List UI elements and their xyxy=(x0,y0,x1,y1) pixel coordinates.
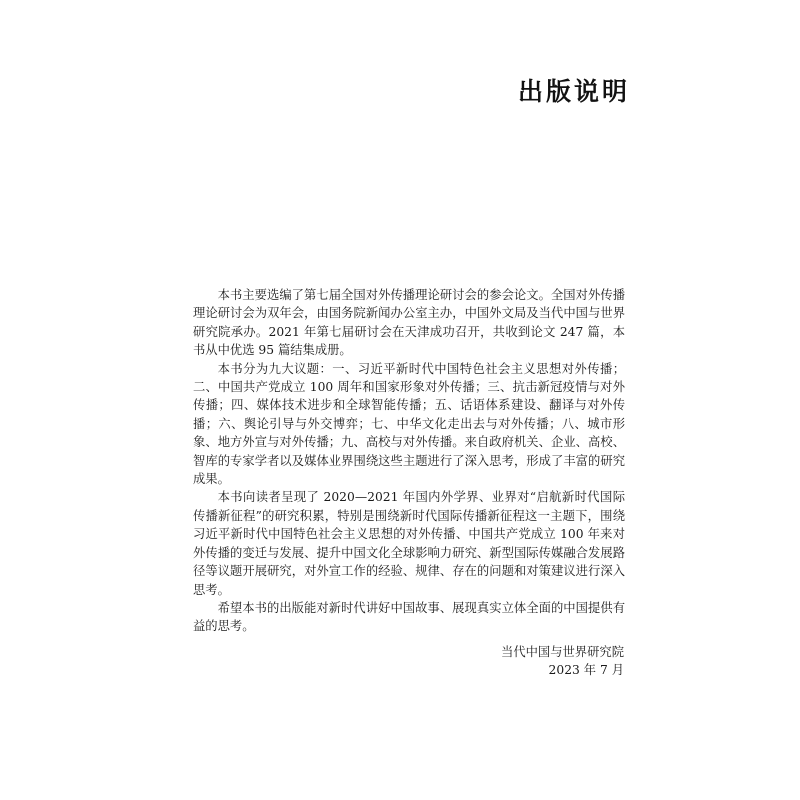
page-title: 出版说明 xyxy=(517,77,630,106)
paragraph-topics: 本书分为九大议题：一、习近平新时代中国特色社会主义思想对外传播；二、中国共产党成立 100 周年和国家形象对外传播；三、抗击新冠疫情与对外传播；四、媒体技术进步和全球智能传播；五、话语体系建设、翻译与对外传播；六、舆论引导与外交博弈；七、中华文化走出去与对外传播；八、城市形象、地方外宣与对外传播；九、高校与对外传播。来自政府机关、企业、高校、智库的专家学者以及媒体业界围绕这些主题进行了深入思考，形成了丰富的研究成果。 xyxy=(193,361,625,487)
signature-organization: 当代中国与世界研究院 xyxy=(501,645,624,659)
signature-date: 2023 年 7 月 xyxy=(548,663,624,677)
paragraph-closing: 希望本书的出版能对新时代讲好中国故事、展现真实立体全面的中国提供有益的思考。 xyxy=(193,600,625,634)
body-text xyxy=(193,286,625,636)
paragraph-intro: 本书主要选编了第七届全国对外传播理论研讨会的参会论文。全国对外传播理论研讨会为双年会，由国务院新闻办公室主办，中国外文局及当代中国与世界研究院承办。2021 年第七届研讨会在天津成功召开，共收到论文 247 篇，本书从中优选 95 篇结集成册。 xyxy=(193,288,625,358)
paragraph-research: 本书向读者呈现了 2020—2021 年国内外学界、业界对“启航新时代国际传播新征程”的研究积累，特别是围绕新时代国际传播新征程这一主题下，围绕习近平新时代中国特色社会主义思想的对外传播、中国共产党成立 100 年来对外传播的变迁与发展、提升中国文化全球影响力研究、新型国际传媒融合发展路径等议题开展研究，对外宣工作的经验、规律、存在的问题和对策建议进行深入思考。 xyxy=(193,490,625,597)
